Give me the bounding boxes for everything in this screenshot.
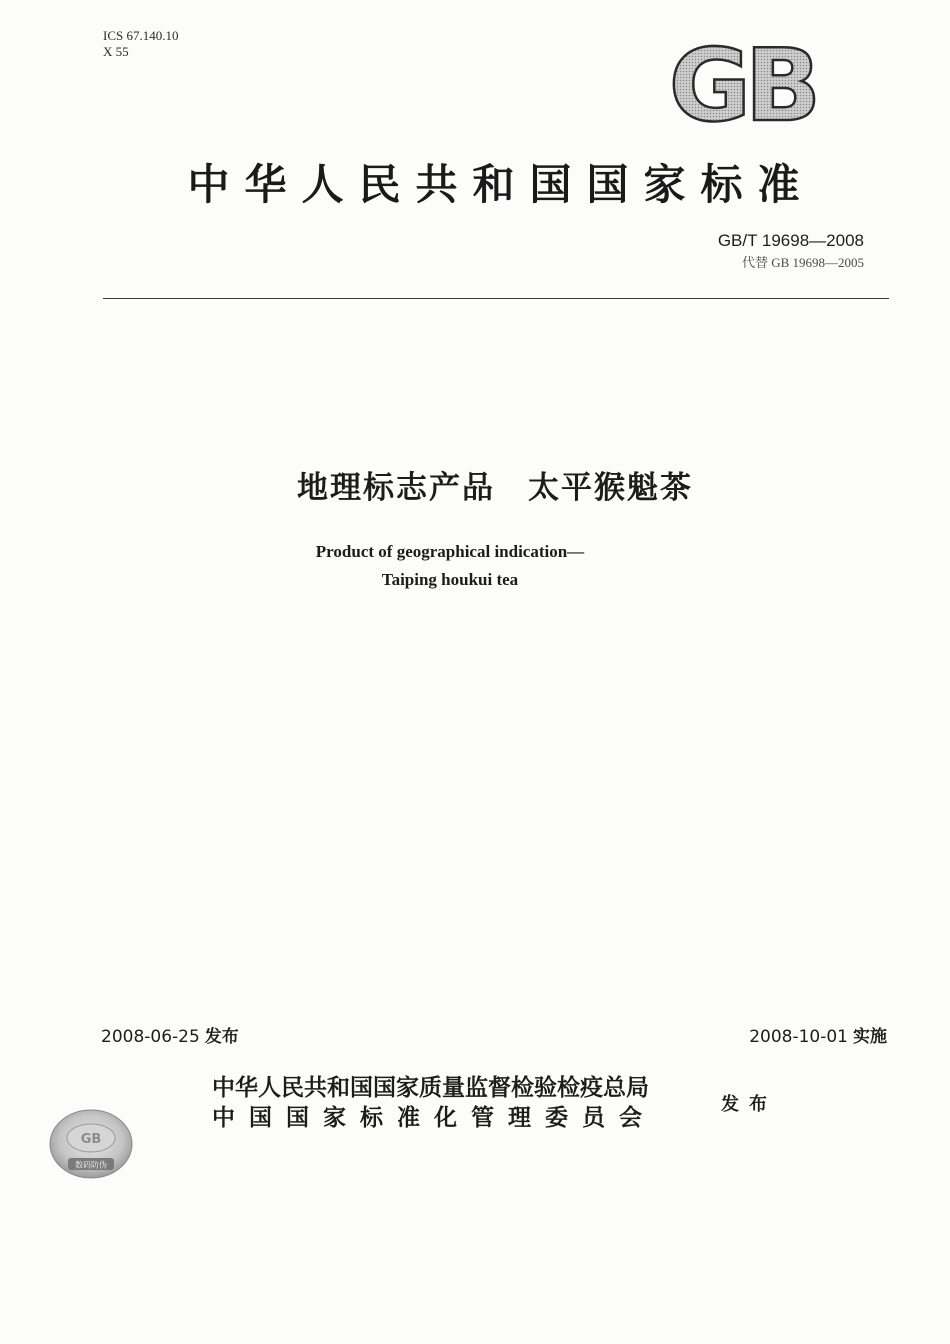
english-title [0,538,900,594]
implement-label: 实施 [853,1027,887,1047]
chinese-title: 地理标志产品 太平猴魁茶 [297,470,693,506]
ics-code: ICS 67.140.10 [103,28,179,43]
standard-number-block [718,231,864,271]
anti-counterfeit-seal [48,1108,134,1184]
english-title-line-2: Taiping houkui tea [381,570,519,589]
ics-classification-block [103,28,178,60]
publish-date: 2008-06-25 [101,1027,200,1047]
implement-date-block [749,1022,887,1047]
issue-action: 发布 [721,1094,777,1115]
header-divider [103,298,889,299]
standard-number: GB/T 19698—2008 [717,231,864,250]
publish-label: 发布 [204,1027,239,1047]
publish-date-block [101,1022,239,1047]
english-title-line-1: Product of geographical indication— [315,542,585,561]
classification-code: X 55 [103,44,129,59]
gb-logo-text: GB [668,40,816,128]
implement-date: 2008-10-01 [749,1027,848,1047]
gb-logo [646,40,838,132]
issuer-line-1: 中华人民共和国国家质量监督检验检疫总局 [212,1075,649,1101]
issuer-line-2: 中国国家标准化管理委员会 [212,1105,656,1131]
replaces-standard: 代替 GB 19698—2005 [741,255,864,270]
issuing-authorities [212,1073,656,1133]
national-standard-title: 中华人民共和国国家标准 [187,160,815,209]
seal-text: 数码防伪 [75,1160,107,1170]
svg-text:GB: GB [80,1132,102,1147]
